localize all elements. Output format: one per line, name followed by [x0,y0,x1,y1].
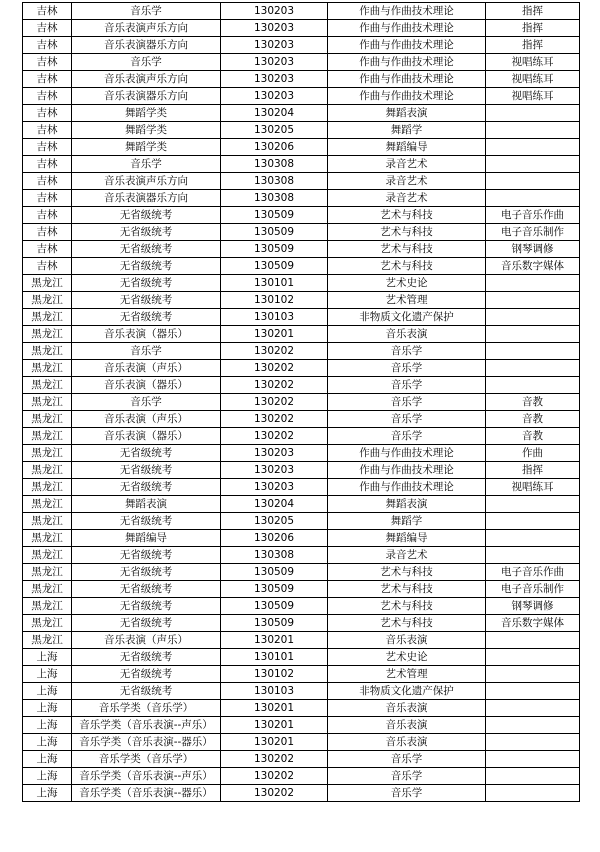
direction-cell [486,666,580,683]
exam-category-cell: 无省级统考 [72,683,221,700]
direction-cell: 作曲 [486,445,580,462]
major-code-cell: 130509 [221,564,328,581]
direction-cell: 视唱练耳 [486,479,580,496]
direction-cell [486,377,580,394]
exam-category-cell: 音乐学 [72,156,221,173]
major-code-cell: 130308 [221,190,328,207]
major-name-cell: 作曲与作曲技术理论 [328,3,486,20]
province-cell: 吉林 [23,241,72,258]
direction-cell: 视唱练耳 [486,71,580,88]
exam-category-cell: 舞蹈学类 [72,122,221,139]
direction-cell: 音教 [486,428,580,445]
major-name-cell: 音乐表演 [328,326,486,343]
direction-cell [486,309,580,326]
table-row [23,224,580,241]
major-code-cell: 130509 [221,207,328,224]
direction-cell [486,360,580,377]
exam-category-cell: 音乐表演（声乐） [72,632,221,649]
major-name-cell: 作曲与作曲技术理论 [328,479,486,496]
major-name-cell: 音乐学 [328,360,486,377]
province-cell: 黑龙江 [23,343,72,360]
major-code-cell: 130205 [221,122,328,139]
direction-cell [486,139,580,156]
exam-category-cell: 舞蹈表演 [72,496,221,513]
direction-cell: 钢琴调修 [486,598,580,615]
table-row [23,326,580,343]
major-name-cell: 音乐学 [328,428,486,445]
province-cell: 黑龙江 [23,394,72,411]
exam-category-cell: 无省级统考 [72,207,221,224]
major-code-cell: 130201 [221,717,328,734]
table-row [23,717,580,734]
exam-category-cell: 音乐表演（声乐） [72,360,221,377]
major-name-cell: 艺术与科技 [328,581,486,598]
major-code-cell: 130202 [221,785,328,802]
province-cell: 吉林 [23,156,72,173]
direction-cell: 音乐数字媒体 [486,615,580,632]
exam-category-cell: 无省级统考 [72,615,221,632]
direction-cell [486,649,580,666]
direction-cell [486,683,580,700]
exam-category-cell: 无省级统考 [72,309,221,326]
major-code-cell: 130202 [221,343,328,360]
exam-category-cell: 无省级统考 [72,666,221,683]
exam-category-cell: 舞蹈学类 [72,139,221,156]
major-code-cell: 130509 [221,241,328,258]
direction-cell: 指挥 [486,37,580,54]
table-row [23,139,580,156]
major-code-cell: 130102 [221,666,328,683]
major-name-cell: 音乐表演 [328,734,486,751]
table-row [23,394,580,411]
direction-cell [486,734,580,751]
exam-category-cell: 音乐学类（音乐表演--声乐） [72,717,221,734]
exam-category-cell: 无省级统考 [72,462,221,479]
major-code-cell: 130101 [221,275,328,292]
major-code-cell: 130203 [221,88,328,105]
major-name-cell: 作曲与作曲技术理论 [328,445,486,462]
province-cell: 吉林 [23,190,72,207]
province-cell: 吉林 [23,139,72,156]
province-cell: 上海 [23,768,72,785]
exam-category-cell: 音乐表演器乐方向 [72,37,221,54]
major-code-cell: 130103 [221,683,328,700]
major-name-cell: 音乐学 [328,377,486,394]
major-name-cell: 作曲与作曲技术理论 [328,20,486,37]
table-row [23,173,580,190]
major-code-cell: 130202 [221,411,328,428]
table-row [23,530,580,547]
table-row [23,360,580,377]
province-cell: 吉林 [23,3,72,20]
major-code-cell: 130202 [221,394,328,411]
major-code-cell: 130203 [221,54,328,71]
table-row [23,547,580,564]
admissions-table [22,2,580,802]
table-row [23,258,580,275]
major-name-cell: 艺术与科技 [328,615,486,632]
direction-cell [486,700,580,717]
exam-category-cell: 音乐表演声乐方向 [72,20,221,37]
exam-category-cell: 音乐表演声乐方向 [72,173,221,190]
table-row [23,275,580,292]
exam-category-cell: 音乐表演（器乐） [72,377,221,394]
table-row [23,54,580,71]
major-name-cell: 艺术史论 [328,275,486,292]
exam-category-cell: 无省级统考 [72,581,221,598]
major-name-cell: 艺术与科技 [328,224,486,241]
major-code-cell: 130509 [221,224,328,241]
province-cell: 吉林 [23,88,72,105]
table-row [23,632,580,649]
major-code-cell: 130203 [221,20,328,37]
table-row [23,700,580,717]
table-row [23,734,580,751]
table-row [23,20,580,37]
table-row [23,496,580,513]
major-name-cell: 音乐学 [328,751,486,768]
table-row [23,122,580,139]
major-name-cell: 音乐表演 [328,632,486,649]
exam-category-cell: 无省级统考 [72,258,221,275]
major-name-cell: 音乐学 [328,394,486,411]
major-code-cell: 130201 [221,632,328,649]
direction-cell [486,122,580,139]
major-name-cell: 舞蹈编导 [328,530,486,547]
direction-cell: 电子音乐制作 [486,581,580,598]
table-row [23,785,580,802]
exam-category-cell: 音乐表演（声乐） [72,411,221,428]
province-cell: 黑龙江 [23,598,72,615]
exam-category-cell: 无省级统考 [72,292,221,309]
province-cell: 黑龙江 [23,445,72,462]
province-cell: 黑龙江 [23,615,72,632]
table-row [23,479,580,496]
direction-cell [486,632,580,649]
province-cell: 吉林 [23,224,72,241]
major-name-cell: 艺术与科技 [328,598,486,615]
direction-cell: 视唱练耳 [486,54,580,71]
province-cell: 吉林 [23,207,72,224]
direction-cell [486,173,580,190]
province-cell: 黑龙江 [23,326,72,343]
direction-cell: 指挥 [486,3,580,20]
exam-category-cell: 舞蹈编导 [72,530,221,547]
major-code-cell: 130204 [221,105,328,122]
major-name-cell: 艺术与科技 [328,564,486,581]
exam-category-cell: 音乐学 [72,394,221,411]
major-name-cell: 舞蹈表演 [328,105,486,122]
exam-category-cell: 音乐表演器乐方向 [72,88,221,105]
direction-cell: 电子音乐制作 [486,224,580,241]
direction-cell: 电子音乐作曲 [486,207,580,224]
table-row [23,445,580,462]
direction-cell [486,326,580,343]
exam-category-cell: 音乐学类（音乐表演--声乐） [72,768,221,785]
province-cell: 黑龙江 [23,530,72,547]
direction-cell [486,785,580,802]
province-cell: 黑龙江 [23,360,72,377]
direction-cell [486,751,580,768]
major-name-cell: 录音艺术 [328,173,486,190]
table-row [23,105,580,122]
major-code-cell: 130509 [221,598,328,615]
table-row [23,768,580,785]
province-cell: 上海 [23,751,72,768]
major-code-cell: 130509 [221,258,328,275]
direction-cell: 音乐数字媒体 [486,258,580,275]
major-name-cell: 作曲与作曲技术理论 [328,462,486,479]
province-cell: 黑龙江 [23,581,72,598]
province-cell: 黑龙江 [23,428,72,445]
major-name-cell: 音乐表演 [328,700,486,717]
major-code-cell: 130206 [221,139,328,156]
major-name-cell: 录音艺术 [328,190,486,207]
major-name-cell: 非物质文化遗产保护 [328,309,486,326]
table-row [23,190,580,207]
direction-cell [486,717,580,734]
exam-category-cell: 音乐学 [72,3,221,20]
province-cell: 吉林 [23,54,72,71]
province-cell: 上海 [23,683,72,700]
table-body [23,3,580,802]
table-row [23,649,580,666]
province-cell: 上海 [23,666,72,683]
major-name-cell: 音乐学 [328,343,486,360]
major-code-cell: 130202 [221,360,328,377]
major-name-cell: 舞蹈编导 [328,139,486,156]
province-cell: 吉林 [23,20,72,37]
direction-cell [486,496,580,513]
province-cell: 吉林 [23,258,72,275]
table-row [23,309,580,326]
province-cell: 黑龙江 [23,496,72,513]
major-code-cell: 130205 [221,513,328,530]
table-row [23,241,580,258]
major-code-cell: 130201 [221,734,328,751]
direction-cell [486,292,580,309]
major-code-cell: 130103 [221,309,328,326]
province-cell: 吉林 [23,71,72,88]
table-row [23,37,580,54]
major-name-cell: 音乐学 [328,768,486,785]
province-cell: 黑龙江 [23,462,72,479]
major-name-cell: 作曲与作曲技术理论 [328,88,486,105]
table-row [23,428,580,445]
exam-category-cell: 音乐学 [72,54,221,71]
province-cell: 上海 [23,700,72,717]
table-row [23,751,580,768]
table-row [23,598,580,615]
exam-category-cell: 无省级统考 [72,479,221,496]
exam-category-cell: 音乐表演（器乐） [72,428,221,445]
exam-category-cell: 无省级统考 [72,241,221,258]
exam-category-cell: 音乐表演器乐方向 [72,190,221,207]
major-name-cell: 音乐表演 [328,717,486,734]
exam-category-cell: 无省级统考 [72,547,221,564]
major-code-cell: 130201 [221,700,328,717]
province-cell: 上海 [23,649,72,666]
direction-cell: 视唱练耳 [486,88,580,105]
major-name-cell: 作曲与作曲技术理论 [328,71,486,88]
major-code-cell: 130206 [221,530,328,547]
table-row [23,3,580,20]
table-row [23,615,580,632]
exam-category-cell: 音乐表演声乐方向 [72,71,221,88]
table-row [23,88,580,105]
table-row [23,513,580,530]
exam-category-cell: 音乐表演（器乐） [72,326,221,343]
direction-cell: 指挥 [486,462,580,479]
direction-cell [486,190,580,207]
major-code-cell: 130101 [221,649,328,666]
province-cell: 黑龙江 [23,547,72,564]
major-code-cell: 130202 [221,428,328,445]
exam-category-cell: 无省级统考 [72,564,221,581]
exam-category-cell: 无省级统考 [72,598,221,615]
province-cell: 黑龙江 [23,292,72,309]
direction-cell: 钢琴调修 [486,241,580,258]
exam-category-cell: 无省级统考 [72,513,221,530]
direction-cell [486,768,580,785]
direction-cell [486,547,580,564]
province-cell: 黑龙江 [23,564,72,581]
table-row [23,71,580,88]
province-cell: 上海 [23,785,72,802]
major-name-cell: 艺术与科技 [328,258,486,275]
province-cell: 黑龙江 [23,377,72,394]
major-name-cell: 录音艺术 [328,547,486,564]
exam-category-cell: 音乐学类（音乐表演--器乐） [72,734,221,751]
table-row [23,411,580,428]
exam-category-cell: 无省级统考 [72,275,221,292]
table-row [23,683,580,700]
major-name-cell: 作曲与作曲技术理论 [328,54,486,71]
province-cell: 吉林 [23,37,72,54]
major-name-cell: 舞蹈表演 [328,496,486,513]
table-row [23,156,580,173]
major-name-cell: 非物质文化遗产保护 [328,683,486,700]
table-row [23,377,580,394]
major-code-cell: 130308 [221,547,328,564]
direction-cell [486,513,580,530]
exam-category-cell: 音乐学 [72,343,221,360]
exam-category-cell: 无省级统考 [72,224,221,241]
major-code-cell: 130308 [221,173,328,190]
major-name-cell: 音乐学 [328,411,486,428]
direction-cell: 音教 [486,411,580,428]
province-cell: 上海 [23,717,72,734]
major-code-cell: 130102 [221,292,328,309]
major-code-cell: 130203 [221,479,328,496]
major-name-cell: 录音艺术 [328,156,486,173]
direction-cell [486,530,580,547]
major-code-cell: 130509 [221,615,328,632]
table-row [23,564,580,581]
major-code-cell: 130204 [221,496,328,513]
direction-cell [486,156,580,173]
direction-cell [486,343,580,360]
exam-category-cell: 无省级统考 [72,445,221,462]
major-code-cell: 130308 [221,156,328,173]
province-cell: 黑龙江 [23,411,72,428]
major-code-cell: 130202 [221,768,328,785]
major-name-cell: 艺术与科技 [328,207,486,224]
table-row [23,207,580,224]
major-code-cell: 130203 [221,3,328,20]
major-code-cell: 130509 [221,581,328,598]
exam-category-cell: 音乐学类（音乐学） [72,751,221,768]
province-cell: 黑龙江 [23,309,72,326]
major-name-cell: 舞蹈学 [328,122,486,139]
direction-cell: 电子音乐作曲 [486,564,580,581]
table-row [23,343,580,360]
major-code-cell: 130203 [221,462,328,479]
province-cell: 上海 [23,734,72,751]
major-name-cell: 舞蹈学 [328,513,486,530]
major-code-cell: 130203 [221,71,328,88]
direction-cell: 音教 [486,394,580,411]
direction-cell: 指挥 [486,20,580,37]
direction-cell [486,105,580,122]
table-row [23,462,580,479]
major-code-cell: 130203 [221,37,328,54]
major-name-cell: 音乐学 [328,785,486,802]
major-name-cell: 艺术管理 [328,292,486,309]
major-code-cell: 130201 [221,326,328,343]
major-code-cell: 130203 [221,445,328,462]
exam-category-cell: 舞蹈学类 [72,105,221,122]
province-cell: 黑龙江 [23,479,72,496]
table-row [23,292,580,309]
major-name-cell: 艺术与科技 [328,241,486,258]
province-cell: 黑龙江 [23,513,72,530]
direction-cell [486,275,580,292]
major-name-cell: 艺术管理 [328,666,486,683]
province-cell: 吉林 [23,105,72,122]
province-cell: 吉林 [23,122,72,139]
major-name-cell: 艺术史论 [328,649,486,666]
table-row [23,581,580,598]
province-cell: 黑龙江 [23,275,72,292]
exam-category-cell: 音乐学类（音乐学） [72,700,221,717]
exam-category-cell: 无省级统考 [72,649,221,666]
province-cell: 吉林 [23,173,72,190]
major-code-cell: 130202 [221,377,328,394]
major-name-cell: 作曲与作曲技术理论 [328,37,486,54]
major-code-cell: 130202 [221,751,328,768]
table-row [23,666,580,683]
exam-category-cell: 音乐学类（音乐表演--器乐） [72,785,221,802]
province-cell: 黑龙江 [23,632,72,649]
